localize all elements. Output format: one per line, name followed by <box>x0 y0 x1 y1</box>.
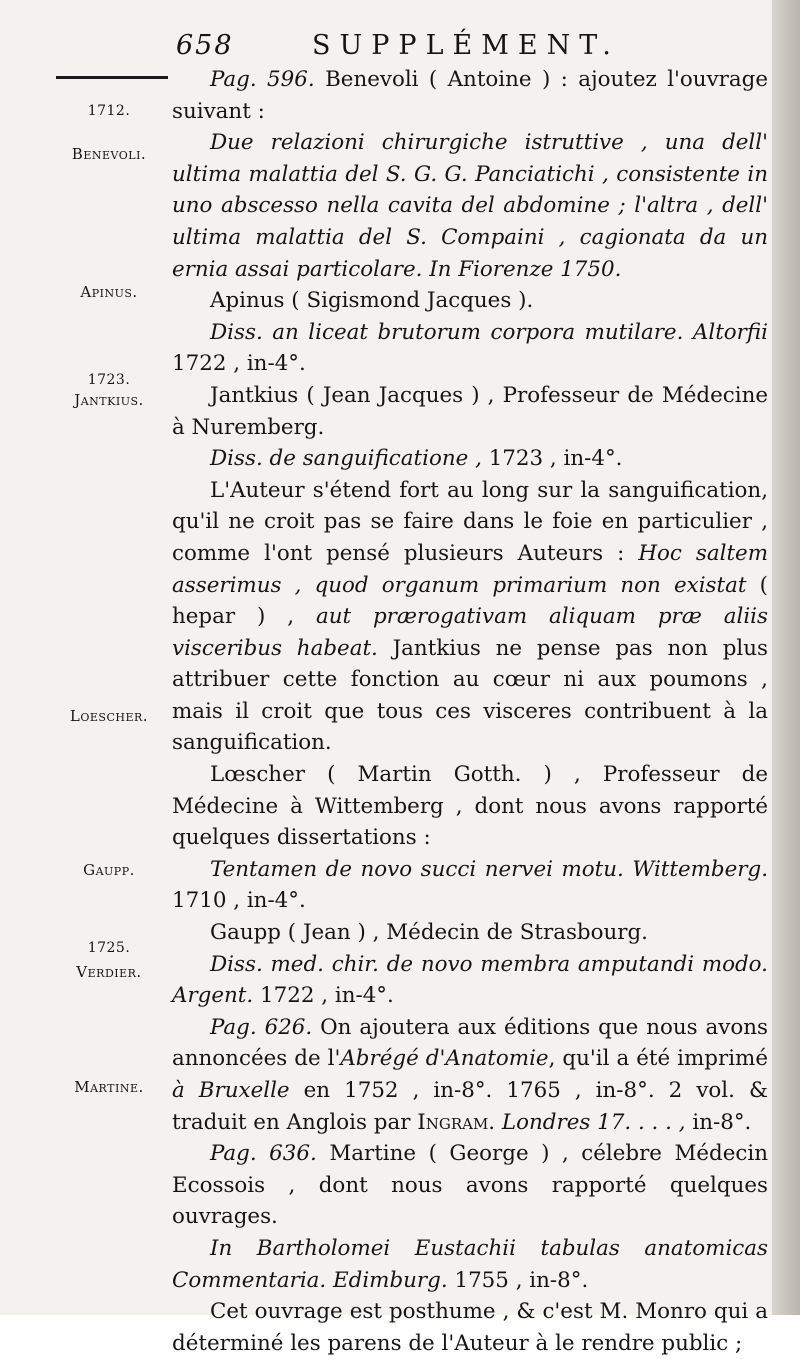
work-title: In Bartholomei Eustachii tabulas anatomicas Commentaria. Edimburg. <box>172 1235 768 1293</box>
margin-name-verdier: Verdier. <box>76 963 142 981</box>
header-rule <box>56 76 168 79</box>
margin-name-loescher: Loescher. <box>69 707 149 725</box>
paragraph <box>172 317 768 380</box>
page-reference: Pag. 596. <box>210 67 315 92</box>
publication-info: in-8°. <box>692 1109 752 1135</box>
entry-text: L'Auteur s'étend fort au long sur la sanguification, qu'il ne croit pas se faire dans le foie en particulier , comme l'ont pensé plusieurs Auteurs : <box>172 477 768 566</box>
publication-info: 1755 , in-8°. <box>454 1267 589 1293</box>
paragraph <box>172 854 768 917</box>
place-name: Londres 17. . . . , <box>501 1109 686 1135</box>
paragraph <box>172 1012 768 1138</box>
paragraph <box>172 1233 768 1296</box>
publication-info: 1722 , in-4°. <box>260 983 394 1009</box>
publication-info: 1722 , in-4°. <box>172 351 306 377</box>
margin-name-gaupp: Gaupp. <box>83 861 135 879</box>
page-reference: Pag. 626. <box>210 1014 313 1040</box>
page-edge-shadow <box>772 0 800 1315</box>
entry-text: Benevoli ( Antoine ) : ajoutez l'ouvrage suivant : <box>172 67 768 124</box>
page-title: SUPPLÉMENT. <box>312 30 620 61</box>
latin-quote: aut prærogativam aliquam præ aliis visceribus habeat. <box>172 604 768 661</box>
paragraph <box>172 1138 768 1233</box>
paragraph <box>172 443 768 475</box>
margin-year-1725: 1725. <box>87 940 131 956</box>
paragraph <box>172 64 768 127</box>
entry-text: Jantkius ne pense pas non plus attribuer cette fonction au cœur ni aux poumons , mais il croit que tous ces visceres contribuent à la sanguification. <box>172 635 768 756</box>
paragraph <box>172 917 768 949</box>
publication-info: 1710 , in-4°. <box>172 888 306 914</box>
margin-year-1723: 1723. <box>87 372 131 388</box>
entry-text: On ajoutera aux éditions que nous avons annoncées de l' <box>172 1014 768 1072</box>
translator-name: Ingram. <box>417 1109 496 1135</box>
page-reference: Pag. 636. <box>210 1141 317 1167</box>
paragraph <box>172 1296 768 1359</box>
entry-text: ( hepar ) , <box>172 572 768 630</box>
paragraph <box>172 475 768 759</box>
paragraph <box>172 759 768 854</box>
work-title: Diss. an liceat brutorum corpora mutilare. Altorfii <box>210 319 768 345</box>
entry-text: Jantkius ( Jean Jacques ) , Professeur de Médecine à Nuremberg. <box>172 382 768 440</box>
entry-text: en 1752 , in-8°. 1765 , in-8°. 2 vol. & traduit en Anglois par <box>172 1078 768 1135</box>
entry-text: , qu'il a été imprimé <box>548 1046 768 1072</box>
place-name: à Bruxelle <box>172 1078 290 1103</box>
work-title: Diss. de sanguificatione , <box>210 446 482 472</box>
entry-text: Lœscher ( Martin Gotth. ) , Professeur de Médecine à Wittemberg , dont nous avons rapporté quelques dissertations : <box>172 762 768 851</box>
entry-text: Cet ouvrage est posthume , & c'est M. Monro qui a déterminé les parens de l'Auteur à le rendre public ; <box>172 1299 768 1356</box>
paragraph <box>172 127 768 285</box>
publication-info: 1723 , in-4°. <box>488 446 623 472</box>
entry-text: Apinus ( Sigismond Jacques ). <box>210 288 534 314</box>
work-title: Due relazioni chirurgiche istruttive , una dell' ultima malattia del S. G. G. Panciatichi , consistente in uno abscesso nella cavita del abdomine ; l'altra , dell' ultima malattia del S. Compaini , cagionata da un ernia assai particolare. In Fiorenze 1750. <box>172 130 768 282</box>
margin-name-jantkius: Jantkius. <box>74 391 144 409</box>
margin-name-apinus: Apinus. <box>80 283 138 301</box>
work-title: Diss. med. chir. de novo membra amputandi modo. Argent. <box>172 951 768 1009</box>
entry-text: Martine ( George ) , célebre Médecin Ecossois , dont nous avons rapporté quelques ouvrages. <box>172 1141 768 1230</box>
margin-name-benevoli: Benevoli. <box>71 145 147 163</box>
margin-name-martine: Martine. <box>74 1078 144 1096</box>
paragraph <box>172 949 768 1012</box>
latin-quote: Hoc saltem asserimus , quod organum primarium non existat <box>172 540 768 598</box>
running-header <box>170 26 770 66</box>
page-number: 658 <box>176 30 234 61</box>
work-title: Abrégé d'Anatomie <box>340 1046 549 1072</box>
margin-year-1712: 1712. <box>87 103 131 119</box>
page-body <box>172 64 768 1359</box>
paragraph <box>172 285 768 317</box>
work-title: Tentamen de novo succi nervei motu. Wittemberg. <box>210 856 768 882</box>
paragraph <box>172 380 768 443</box>
entry-text: Gaupp ( Jean ) , Médecin de Strasbourg. <box>210 920 648 946</box>
